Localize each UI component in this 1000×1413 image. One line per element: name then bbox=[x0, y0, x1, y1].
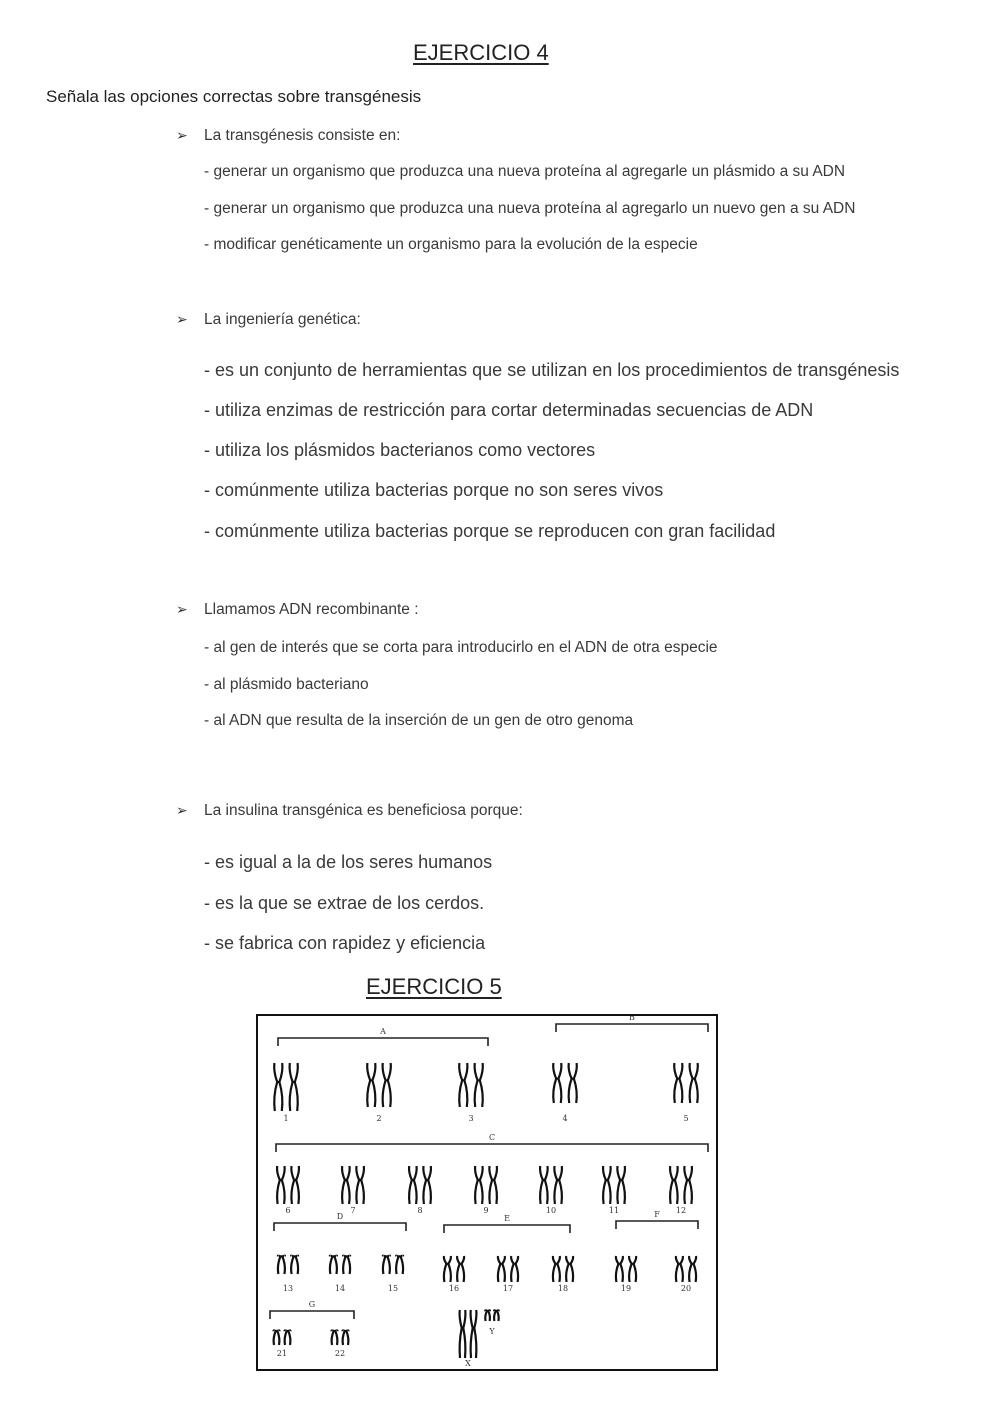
chromatid bbox=[475, 1063, 483, 1080]
chromatid bbox=[498, 1264, 505, 1282]
chromatid bbox=[670, 1180, 678, 1204]
chromatid bbox=[290, 1063, 298, 1082]
group-bracket bbox=[276, 1144, 708, 1152]
chromatid bbox=[540, 1180, 548, 1204]
chromatid bbox=[540, 1166, 548, 1180]
group-bracket bbox=[616, 1221, 698, 1229]
question-4-option-1[interactable]: - es igual a la de los seres humanos bbox=[204, 852, 493, 872]
chromatid bbox=[342, 1180, 350, 1204]
chromosome-number: 18 bbox=[557, 1284, 569, 1293]
chromosome-number: 21 bbox=[276, 1349, 288, 1358]
chromatid bbox=[383, 1080, 391, 1107]
chromatid bbox=[332, 1331, 338, 1345]
chromosome-number: 11 bbox=[608, 1206, 620, 1215]
chromatid bbox=[409, 1166, 417, 1180]
group-bracket bbox=[270, 1311, 354, 1319]
chromatid bbox=[285, 1331, 291, 1345]
chromatid bbox=[471, 1310, 477, 1328]
chromatid bbox=[274, 1331, 280, 1345]
chromatid bbox=[278, 1256, 285, 1257]
chromatid bbox=[423, 1166, 431, 1180]
question-2-option-3[interactable]: - utiliza los plásmidos bacterianos como vectores bbox=[204, 440, 596, 460]
chromatid bbox=[343, 1256, 350, 1274]
chromatid bbox=[285, 1330, 291, 1331]
chromatid bbox=[674, 1063, 682, 1079]
chromatid bbox=[396, 1256, 403, 1274]
chromatid bbox=[676, 1264, 683, 1282]
exercise-5-title: EJERCICIO 5 bbox=[366, 974, 502, 999]
question-2-option-2[interactable]: - utiliza enzimas de restricción para cortar determinadas secuencias de ADN bbox=[204, 400, 814, 420]
chromatid bbox=[566, 1264, 573, 1282]
chromatid bbox=[617, 1166, 625, 1180]
chromosome-number: 4 bbox=[562, 1114, 568, 1123]
question-2-option-4[interactable]: - comúnmente utiliza bacterias porque no son seres vivos bbox=[204, 480, 664, 500]
chromatid bbox=[554, 1180, 562, 1204]
chromosome-number: 12 bbox=[675, 1206, 687, 1215]
chromatid bbox=[367, 1063, 375, 1080]
chromatid bbox=[670, 1166, 678, 1180]
chromatid bbox=[291, 1180, 299, 1204]
group-bracket bbox=[278, 1038, 488, 1046]
chromatid bbox=[291, 1166, 299, 1180]
chromatid bbox=[684, 1166, 692, 1180]
chromatid bbox=[603, 1180, 611, 1204]
chromatid bbox=[617, 1180, 625, 1204]
chromatid bbox=[485, 1311, 490, 1321]
question-4-option-3[interactable]: - se fabrica con rapidez y eficiencia bbox=[204, 933, 486, 953]
group-label: B bbox=[629, 1016, 635, 1022]
chromatid bbox=[290, 1082, 298, 1111]
question-4-stem: ➢ La insulina transgénica es beneficiosa porque: bbox=[176, 802, 523, 819]
chromatid bbox=[603, 1166, 611, 1180]
chromatid bbox=[343, 1331, 349, 1345]
chromosome-number: 10 bbox=[545, 1206, 557, 1215]
question-3-option-2[interactable]: - al plásmido bacteriano bbox=[204, 676, 369, 693]
chromosome-number: 2 bbox=[376, 1114, 382, 1123]
chromatid bbox=[676, 1256, 683, 1264]
sex-chromosome-label: Y bbox=[489, 1327, 495, 1336]
chromatid bbox=[330, 1256, 337, 1257]
chromatid bbox=[383, 1063, 391, 1080]
chromatid bbox=[277, 1166, 285, 1180]
chromatid bbox=[475, 1166, 483, 1180]
group-label: E bbox=[504, 1214, 510, 1223]
chromatid bbox=[444, 1264, 451, 1282]
group-label: F bbox=[654, 1210, 660, 1219]
question-1-option-2[interactable]: - generar un organismo que produzca una nueva proteína al agregarlo un nuevo gen a su ADN bbox=[204, 200, 856, 217]
chromosome-number: 16 bbox=[448, 1284, 460, 1293]
chromatid bbox=[498, 1256, 505, 1264]
question-1-option-1[interactable]: - generar un organismo que produzca una nueva proteína al agregarle un plásmido a su ADN bbox=[204, 163, 846, 180]
chromatid bbox=[457, 1264, 464, 1282]
question-4-option-2[interactable]: - es la que se extrae de los cerdos. bbox=[204, 893, 485, 913]
chromatid bbox=[343, 1256, 350, 1257]
chromatid bbox=[629, 1264, 636, 1282]
chromosome-number: 19 bbox=[620, 1284, 632, 1293]
chromatid bbox=[291, 1256, 298, 1257]
chromatid bbox=[278, 1256, 285, 1274]
chromatid bbox=[277, 1180, 285, 1204]
question-2-stem: ➢ La ingeniería genética: bbox=[176, 311, 361, 328]
chromatid bbox=[511, 1264, 518, 1282]
chromatid bbox=[332, 1330, 338, 1331]
chromosome-number: 20 bbox=[680, 1284, 692, 1293]
chromatid bbox=[367, 1080, 375, 1107]
chromatid bbox=[674, 1079, 682, 1103]
group-bracket bbox=[444, 1225, 570, 1233]
question-3-option-3[interactable]: - al ADN que resulta de la inserción de un gen de otro genoma bbox=[204, 712, 634, 729]
chromatid bbox=[553, 1256, 560, 1264]
group-bracket bbox=[556, 1024, 708, 1032]
chromosome-number: 9 bbox=[483, 1206, 489, 1215]
arrow-bullet-icon: ➢ bbox=[176, 311, 188, 327]
chromatid bbox=[489, 1180, 497, 1204]
instruction: Señala las opciones correctas sobre transgénesis bbox=[46, 87, 422, 106]
sex-chromosome-label: X bbox=[465, 1359, 471, 1368]
chromosome-number: 7 bbox=[350, 1206, 356, 1215]
chromatid bbox=[494, 1311, 499, 1321]
question-1-stem: ➢ La transgénesis consiste en: bbox=[176, 127, 401, 144]
question-1-option-3[interactable]: - modificar genéticamente un organismo para la evolución de la especie bbox=[204, 236, 698, 253]
chromosome-number: 15 bbox=[387, 1284, 399, 1293]
chromatid bbox=[475, 1180, 483, 1204]
chromatid bbox=[459, 1080, 467, 1107]
chromatid bbox=[566, 1256, 573, 1264]
chromatid bbox=[616, 1256, 623, 1264]
question-2-option-1[interactable]: - es un conjunto de herramientas que se utilizan en los procedimientos de transgénesis bbox=[204, 360, 900, 380]
chromatid bbox=[409, 1180, 417, 1204]
chromatid bbox=[690, 1079, 698, 1103]
chromatid bbox=[274, 1063, 282, 1082]
chromatid bbox=[511, 1256, 518, 1264]
chromatid bbox=[383, 1256, 390, 1274]
exercise-4-title: EJERCICIO 4 bbox=[413, 40, 549, 65]
chromatid bbox=[553, 1063, 561, 1079]
chromosome-number: 17 bbox=[502, 1284, 514, 1293]
arrow-bullet-icon: ➢ bbox=[176, 802, 188, 818]
chromatid bbox=[356, 1180, 364, 1204]
chromatid bbox=[690, 1063, 698, 1079]
karyotype-figure bbox=[256, 1014, 718, 1371]
chromatid bbox=[629, 1256, 636, 1264]
chromosome-number: 13 bbox=[282, 1284, 294, 1293]
chromosome-number: 14 bbox=[334, 1284, 346, 1293]
chromatid bbox=[569, 1063, 577, 1079]
question-3-stem: ➢ Llamamos ADN recombinante : bbox=[176, 601, 419, 618]
chromatid bbox=[689, 1256, 696, 1264]
chromosome-number: 6 bbox=[285, 1206, 291, 1215]
group-label: D bbox=[336, 1212, 344, 1221]
chromatid bbox=[475, 1080, 483, 1107]
chromatid bbox=[616, 1264, 623, 1282]
chromatid bbox=[291, 1256, 298, 1274]
chromatid bbox=[343, 1330, 349, 1331]
chromatid bbox=[460, 1328, 466, 1358]
chromosome-number: 22 bbox=[334, 1349, 346, 1358]
chromosome-number: 8 bbox=[417, 1206, 423, 1215]
group-label: G bbox=[308, 1300, 316, 1309]
question-3-option-1[interactable]: - al gen de interés que se corta para introducirlo en el ADN de otra especie bbox=[204, 639, 718, 656]
chromatid bbox=[471, 1328, 477, 1358]
chromatid bbox=[489, 1166, 497, 1180]
chromatid bbox=[274, 1330, 280, 1331]
chromatid bbox=[459, 1063, 467, 1080]
chromosome-number: 3 bbox=[468, 1114, 474, 1123]
chromatid bbox=[274, 1082, 282, 1111]
arrow-bullet-icon: ➢ bbox=[176, 127, 188, 143]
chromosome-number: 5 bbox=[683, 1114, 689, 1123]
group-label: C bbox=[488, 1133, 496, 1142]
chromatid bbox=[444, 1256, 451, 1264]
chromatid bbox=[460, 1310, 466, 1328]
chromatid bbox=[356, 1166, 364, 1180]
chromatid bbox=[553, 1264, 560, 1282]
chromatid bbox=[423, 1180, 431, 1204]
chromosome-number: 1 bbox=[283, 1114, 289, 1123]
chromatid bbox=[330, 1256, 337, 1274]
arrow-bullet-icon: ➢ bbox=[176, 601, 188, 617]
chromatid bbox=[383, 1256, 390, 1257]
question-2-option-5[interactable]: - comúnmente utiliza bacterias porque se reproducen con gran facilidad bbox=[204, 521, 776, 541]
chromatid bbox=[689, 1264, 696, 1282]
chromatid bbox=[569, 1079, 577, 1103]
group-bracket bbox=[274, 1223, 406, 1231]
chromatid bbox=[553, 1079, 561, 1103]
chromatid bbox=[684, 1180, 692, 1204]
chromatid bbox=[457, 1256, 464, 1264]
chromatid bbox=[342, 1166, 350, 1180]
chromatid bbox=[554, 1166, 562, 1180]
group-label: A bbox=[380, 1027, 386, 1036]
chromatid bbox=[396, 1256, 403, 1257]
